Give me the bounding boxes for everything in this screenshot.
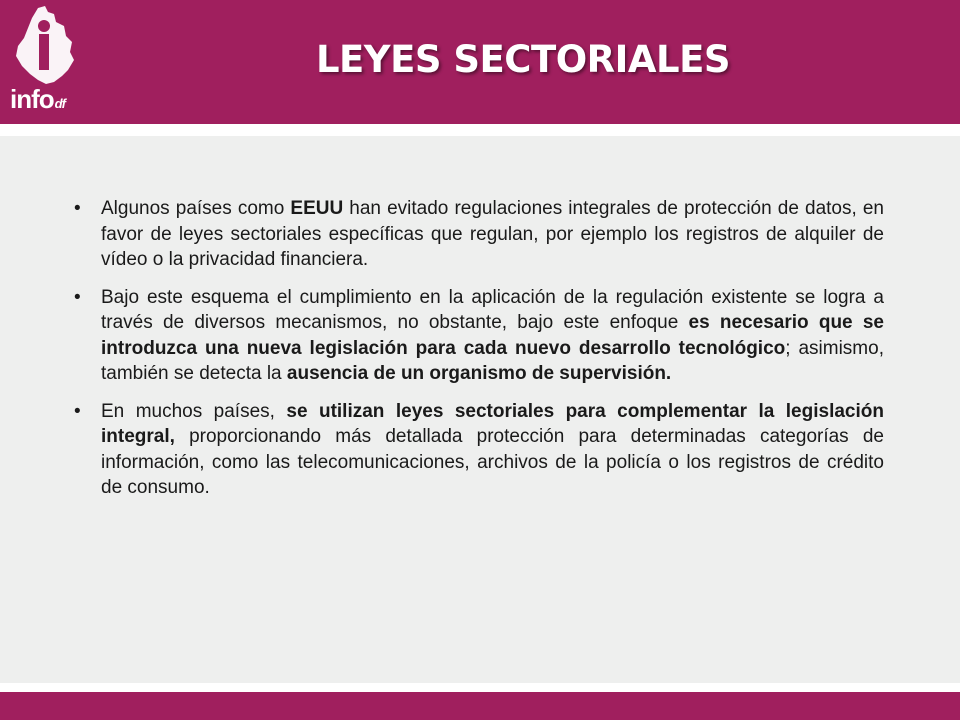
header-bar: [0, 0, 960, 124]
text: En muchos países,: [101, 400, 287, 422]
bullet-dot-icon: •: [74, 198, 81, 219]
footer-bar: [0, 692, 960, 720]
logo-wordmark: infodf: [10, 84, 65, 114]
bold-text: es necesario que se introduzca una nueva legislación para cada nuevo desarrollo tecnológico: [101, 312, 884, 359]
bullet-item: [74, 196, 884, 273]
page-title: LEYES SECTORIALES: [315, 38, 731, 81]
bullet-list: [74, 196, 884, 513]
text: ; asimismo, también se detecta la: [101, 337, 884, 384]
bullet-item: [74, 399, 884, 501]
header-divider: [0, 124, 960, 136]
bold-text: se utilizan leyes sectoriales para complementar la legislación integral,: [101, 400, 884, 447]
bullet-dot-icon: •: [74, 400, 81, 422]
text: Bajo este esquema el cumplimiento en la aplicación de la regulación existente se logra a través de diversos mecanismos, no obstante, bajo este enfoque: [101, 286, 884, 333]
bullet-dot-icon: •: [74, 286, 81, 308]
bullet-item: [74, 285, 884, 387]
text: han evitado regulaciones integrales de protección de datos, en favor de leyes sectoriales específicas que regulan, por ejemplo los registros de alquiler de vídeo o la privacidad financiera.: [101, 198, 884, 270]
bold-text: EEUU: [290, 198, 344, 219]
text: proporcionando más detallada protección para determinadas categorías de información, como las telecomunicaciones, archivos de la policía o los registros de crédito de consumo.: [101, 426, 884, 498]
text: Algunos países como: [101, 198, 291, 219]
footer-divider: [0, 683, 960, 692]
bold-text: ausencia de un organismo de supervisión.: [286, 363, 672, 384]
